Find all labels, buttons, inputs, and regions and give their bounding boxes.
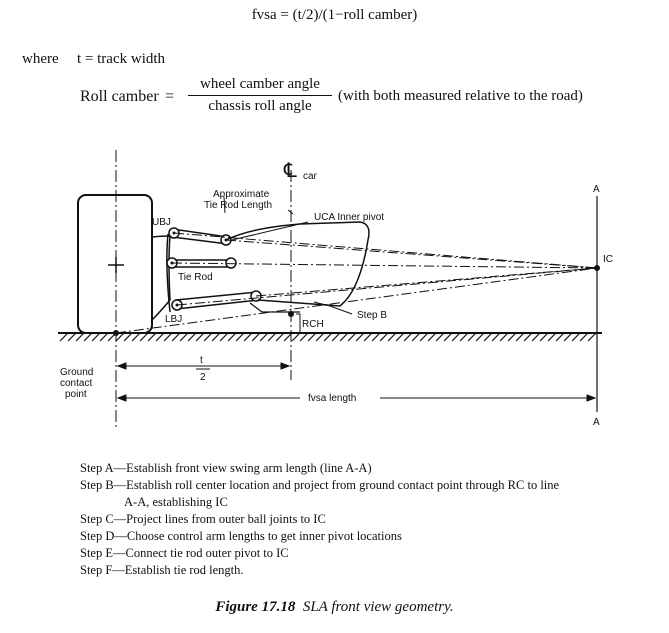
a-top-label: A [593, 184, 600, 195]
lbj-label: LBJ [165, 314, 183, 325]
ground-contact-point [113, 330, 119, 336]
ground-label-3: point [65, 389, 87, 400]
where-label: where [22, 51, 59, 67]
step-b: Step B—Establish roll center location and project from ground contact point through RC to line [80, 478, 560, 492]
approx-tie-rod-label-2: Tie Rod Length [204, 200, 273, 211]
fvsa-length-label: fvsa length [308, 393, 357, 404]
ground-hatching [60, 333, 596, 341]
step-e: Step E—Connect tie rod outer pivot to IC [80, 546, 289, 560]
fvsa-length-dimension [118, 395, 595, 401]
figure-caption [0, 599, 669, 616]
steps-list [80, 460, 559, 579]
chassis-lower-bracket [250, 303, 300, 312]
fraction-numerator: wheel camber angle [200, 76, 320, 92]
step-b-label: Step B [357, 310, 388, 321]
step-c: Step C—Project lines from outer ball joints to IC [80, 512, 326, 526]
centerline-symbol: ℄ [284, 160, 297, 182]
ground-label-2: contact [60, 378, 93, 389]
figure-title: SLA front view geometry. [302, 599, 454, 615]
roll-center-point [288, 311, 294, 317]
rch-label: RCH [302, 319, 324, 330]
ic-label: IC [603, 254, 613, 265]
step-b-continuation: A-A, establishing IC [124, 495, 228, 509]
t-half-dimension [118, 363, 289, 369]
uca-inner-pivot-leader [232, 222, 308, 240]
t-denominator: 2 [200, 372, 206, 383]
uca-inner-pivot-label: UCA Inner pivot [314, 212, 385, 223]
step-f: Step F—Establish tie rod length. [80, 563, 244, 577]
roll-camber-equals: = [165, 88, 175, 105]
fvsa-formula: fvsa = (t/2)/(1−roll camber) [251, 7, 418, 23]
step-d: Step D—Choose control arm lengths to get inner pivot locations [80, 529, 402, 543]
upper-control-arm [169, 228, 231, 245]
fraction-denominator: chassis roll angle [208, 98, 312, 114]
tire [78, 195, 152, 333]
ubj-label: UBJ [152, 217, 171, 228]
track-width-definition: t = track width [77, 51, 166, 67]
roll-camber-label: Roll camber [80, 88, 159, 105]
lower-control-arm [172, 291, 261, 310]
rch-bracket [296, 314, 300, 333]
step-a: Step A—Establish front view swing arm length (line A-A) [80, 461, 372, 475]
figure-number: Figure 17.18 [215, 599, 296, 615]
t-numerator: t [200, 355, 203, 366]
ground-label-1: Ground [60, 367, 94, 378]
approx-tie-rod-label-1: Approximate [213, 189, 270, 200]
car-label: car [303, 171, 317, 182]
roll-camber-note: (with both measured relative to the road) [338, 88, 583, 104]
tie-rod-label: Tie Rod [178, 272, 213, 283]
a-bottom-label: A [593, 417, 600, 428]
